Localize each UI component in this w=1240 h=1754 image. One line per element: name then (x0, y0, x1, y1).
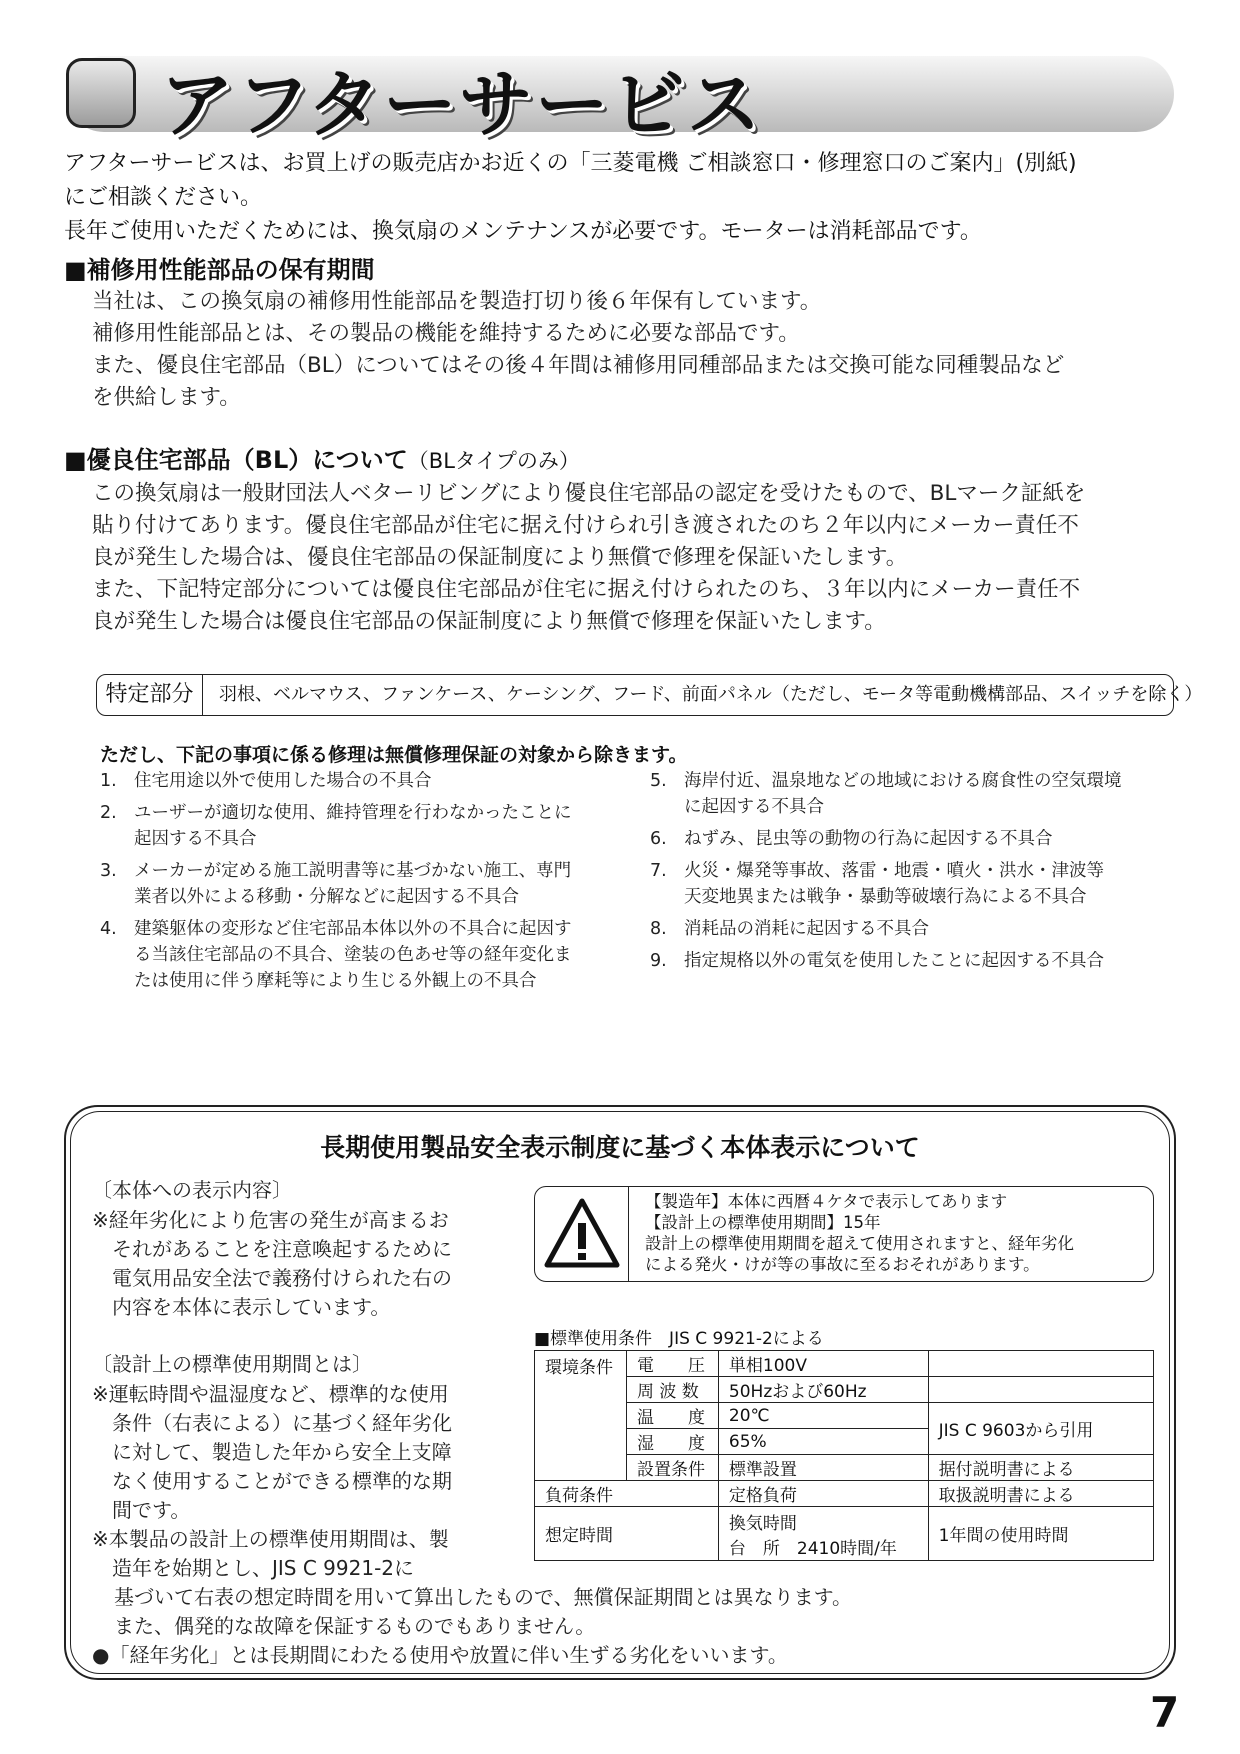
bl-line: 良が発生した場合は優良住宅部品の保証制度により無償で修理を保証いたします。 (92, 609, 886, 634)
table-cell: 環境条件 (535, 1351, 627, 1481)
warning-icon-cell (535, 1187, 629, 1281)
usage-conditions-table (534, 1350, 1154, 1561)
period-line: 造年を始期とし、JIS C 9921-2に (92, 1556, 415, 1580)
list-item-number: 4. (100, 919, 117, 939)
table-caption: ■標準使用条件 JIS C 9921-2による (534, 1329, 824, 1349)
warning-text (645, 1191, 1074, 1275)
display-heading: 〔本体への表示内容〕 (92, 1178, 292, 1202)
list-item-line: 業者以外による移動・分解などに起因する不具合 (134, 887, 519, 907)
warning-label (534, 1186, 1154, 1282)
table-cell: 温 度 (626, 1403, 718, 1429)
period-heading: 〔設計上の標準使用期間とは〕 (92, 1352, 372, 1376)
list-item-number: 6. (650, 829, 667, 849)
table-cell: 1年間の使用時間 (928, 1507, 1153, 1561)
exclusions-left-list (100, 768, 572, 1000)
list-item-number: 3. (100, 861, 117, 881)
list-item (100, 916, 572, 994)
list-item-line: る当該住宅部品の不具合、塗装の色あせ等の経年変化ま (134, 945, 572, 965)
list-item-line: 起因する不具合 (134, 829, 257, 849)
table-cell: 65% (718, 1429, 928, 1455)
bottom-line: 基づいて右表の想定時間を用いて算出したもので、無償保証期間とは異なります。 (114, 1585, 852, 1609)
table-cell: 湿 度 (626, 1429, 718, 1455)
bl-heading-sub: （BLタイプのみ） (407, 449, 580, 473)
table-cell: 単相100V (718, 1351, 928, 1377)
list-item-line: 建築躯体の変形など住宅部品本体以外の不具合に起因す (134, 919, 572, 939)
parts-line: 補修用性能部品とは、その製品の機能を維持するために必要な部品です。 (92, 321, 800, 346)
parts-heading: ■補修用性能部品の保有期間 (64, 256, 375, 284)
display-line: 電気用品安全法で義務付けられた右の (92, 1266, 452, 1290)
parts-line: を供給します。 (92, 385, 241, 410)
list-item (100, 800, 572, 852)
list-item-line: 指定規格以外の電気を使用したことに起因する不具合 (684, 951, 1104, 971)
table-cell: JIS C 9603から引用 (928, 1403, 1153, 1455)
bl-line: この換気扇は一般財団法人ベターリビングにより優良住宅部品の認定を受けたもので、BLマーク証紙を (92, 481, 1086, 506)
list-item (650, 768, 1122, 820)
list-item-line: 住宅用途以外で使用した場合の不具合 (134, 771, 432, 791)
table-row (535, 1377, 1154, 1403)
footnote: ●「経年劣化」とは長期間にわたる使用や放置に伴い生ずる劣化をいいます。 (92, 1643, 788, 1667)
list-item-line: 火災・爆発等事故、落雷・地震・噴火・洪水・津波等 (684, 861, 1104, 881)
list-item-number: 2. (100, 803, 117, 823)
list-item (650, 948, 1122, 974)
display-line: それがあることを注意喚起するために (92, 1237, 452, 1261)
intro-line-1: アフターサービスは、お買上げの販売店かお近くの「三菱電機 ご相談窓口・修理窓口のご案内」(別紙) (64, 151, 1077, 176)
table-cell: 周 波 数 (626, 1377, 718, 1403)
list-item-line: メーカーが定める施工説明書等に基づかない施工、専門 (134, 861, 572, 881)
list-item (650, 858, 1122, 910)
time-line: 換気時間 (728, 1513, 797, 1534)
warning-line: 【製造年】本体に西暦４ケタで表示してあります (645, 1192, 1008, 1211)
intro-line-3: 長年ご使用いただくためには、換気扇のメンテナンスが必要です。モーターは消耗部品です。 (64, 219, 982, 244)
list-item (100, 858, 572, 910)
exclusions-title: ただし、下記の事項に係る修理は無償修理保証の対象から除きます。 (100, 744, 688, 766)
list-item-line: に起因する不具合 (684, 797, 824, 817)
intro-line-2: にご相談ください。 (64, 185, 263, 210)
table-cell: 標準設置 (718, 1455, 928, 1481)
table-cell (928, 1377, 1153, 1403)
list-item-line: ユーザーが適切な使用、維持管理を行わなかったことに (134, 803, 572, 823)
header-square-icon (66, 58, 136, 128)
display-line: ※経年劣化により危害の発生が高まるお (92, 1208, 449, 1232)
list-item-number: 7. (650, 861, 667, 881)
table-cell: 20℃ (718, 1403, 928, 1429)
table-row (535, 1507, 1154, 1561)
warning-line: 設計上の標準使用期間を超えて使用されますと、経年劣化 (645, 1234, 1074, 1253)
list-item (650, 826, 1122, 852)
specific-parts-text: 羽根、ベルマウス、ファンケース、ケーシング、フード、前面パネル（ただし、モータ等電動機構部品、スイッチを除く） (219, 684, 1203, 705)
list-item-number: 5. (650, 771, 667, 791)
table-cell: 50Hzおよび60Hz (718, 1377, 928, 1403)
period-line: ※運転時間や温湿度など、標準的な使用 (92, 1382, 449, 1406)
time-line: 台 所 2410時間/年 (728, 1538, 897, 1559)
list-item-line: 海岸付近、温泉地などの地域における腐食性の空気環境 (684, 771, 1122, 791)
page-title: アフターサービス (160, 62, 763, 148)
long-term-title: 長期使用製品安全表示制度に基づく本体表示について (320, 1133, 920, 1162)
parts-line: また、優良住宅部品（BL）についてはその後４年間は補修用同種部品または交換可能な同種製品など (92, 353, 1065, 378)
warning-line: 【設計上の標準使用期間】15年 (645, 1213, 881, 1232)
exclusions-right-list (650, 768, 1122, 980)
display-line: 内容を本体に表示しています。 (92, 1295, 391, 1319)
list-item-line: たは使用に伴う摩耗等により生じる外観上の不具合 (134, 971, 537, 991)
list-item-number: 9. (650, 951, 667, 971)
specific-parts-label: 特定部分 (97, 675, 203, 715)
bl-line: また、下記特定部分については優良住宅部品が住宅に据え付けられたのち、３年以内にメーカー責任不 (92, 577, 1081, 602)
table-cell: 定格負荷 (718, 1481, 928, 1507)
period-line: なく使用することができる標準的な期 (92, 1469, 452, 1493)
list-item-number: 1. (100, 771, 117, 791)
parts-line: 当社は、この換気扇の補修用性能部品を製造打切り後６年保有しています。 (92, 289, 822, 314)
table-row (535, 1351, 1154, 1377)
table-cell (718, 1507, 928, 1561)
bl-line: 良が発生した場合は、優良住宅部品の保証制度により無償で修理を保証いたします。 (92, 545, 908, 570)
table-cell: 電 圧 (626, 1351, 718, 1377)
table-row (535, 1455, 1154, 1481)
list-item (650, 916, 1122, 942)
table-cell: 負荷条件 (535, 1481, 719, 1507)
table-cell: 設置条件 (626, 1455, 718, 1481)
table-cell: 取扱説明書による (928, 1481, 1153, 1507)
list-item-number: 8. (650, 919, 667, 939)
table-row (535, 1403, 1154, 1429)
warning-line: による発火・けが等の事故に至るおそれがあります。 (645, 1255, 1040, 1274)
bottom-line: また、偶発的な故障を保証するものでもありません。 (114, 1614, 596, 1638)
list-item-line: ねずみ、昆虫等の動物の行為に起因する不具合 (684, 829, 1053, 849)
warning-triangle-icon (535, 1187, 629, 1281)
specific-parts-box (96, 674, 1203, 716)
table-row (535, 1481, 1154, 1507)
bl-line: 貼り付けてあります。優良住宅部品が住宅に据え付けられ引き渡されたのち２年以内にメーカー責任不 (92, 513, 1079, 538)
bl-heading-main: ■優良住宅部品（BL）について (64, 446, 408, 474)
list-item-line: 天変地異または戦争・暴動等破壊行為による不具合 (684, 887, 1087, 907)
table-cell: 想定時間 (535, 1507, 719, 1561)
table-cell: 据付説明書による (928, 1455, 1153, 1481)
period-line: ※本製品の設計上の標準使用期間は、製 (92, 1527, 449, 1551)
period-line: に対して、製造した年から安全上支障 (92, 1440, 452, 1464)
list-item (100, 768, 572, 794)
table-cell (928, 1351, 1153, 1377)
list-item-line: 消耗品の消耗に起因する不具合 (684, 919, 929, 939)
period-line: 間です。 (92, 1498, 191, 1522)
page-number: 7 (1150, 1688, 1180, 1737)
period-line: 条件（右表による）に基づく経年劣化 (92, 1411, 452, 1435)
bl-heading (64, 444, 580, 477)
